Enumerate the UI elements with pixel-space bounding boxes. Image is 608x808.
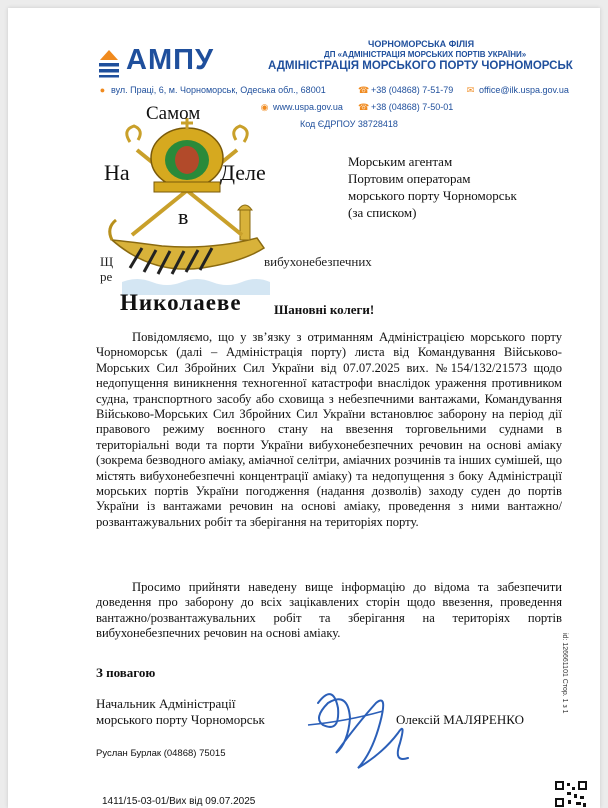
stamp-word-middle: в (178, 204, 189, 229)
stamp-word-right: Деле (220, 160, 266, 185)
email-line (466, 85, 569, 95)
qr-code-icon (554, 780, 588, 808)
email-text: office@ilk.uspa.gov.ua (479, 85, 569, 95)
addressee-line: морського порту Чорноморськ (348, 188, 517, 203)
org-enterprise-name: ДП «АДМІНІСТРАЦІЯ МОРСЬКИХ ПОРТІВ УКРАЇНИ» (324, 50, 527, 59)
signer-position-line-2: морського порту Чорноморськ (96, 712, 265, 727)
stamp-word-top: Самом (146, 103, 201, 124)
signer-name: Олексій МАЛЯРЕНКО (396, 712, 524, 727)
phone-2-text: +38 (04868) 7-50-01 (371, 102, 454, 112)
executor-contact: Руслан Бурлак (04868) 75015 (96, 748, 226, 759)
phone-icon: ☎ (358, 84, 370, 95)
outgoing-number: 1411/15-03-01/Вих від 09.07.2025 (102, 796, 256, 807)
stamp-word-left: На (104, 160, 130, 185)
logo-text: АМПУ (126, 44, 214, 76)
ampu-logo-icon (96, 48, 122, 78)
handwritten-signature (288, 663, 438, 783)
body-paragraph-1: Повідомляємо, що у зв’язку з отриманням Адміністрацією морського порту Чорноморськ (далі – Адміністрація порту) листа від Командування Військово-Морських Сил Збройних Сил України від 07.07.2025 вих. №154/132/21573 щодо недопущення виникнення техногенної катастрофи внаслідок ураження противником судна, транспортного засобу або сховища з небезпечними вантажами, Командування Військово-Морських Сил Збройних Сил України встановлює заборону на період дії правового режиму воєнного стану на ввезення торговельними суднами в територіальні води та порти України вибухонебезпечних речовин на основі аміаку (зокрема безводного аміаку, аміачної селітри, аміачних розчинів та інших сумішей, що містять вибухонебезпечні концентрації аміаку) та недопущення з боку Адміністрації морських портів України погодження (надання дозволів) заходу суден до портів України із вантажами речовин на основі аміаку, проведення з ними вантажно/розвантажувальних робіт та зберігання на територіях порту. (96, 330, 562, 529)
edrpou-code: Код ЄДРПОУ 38728418 (300, 119, 398, 129)
document-page (8, 8, 600, 808)
body-paragraph-2: Просимо прийняти наведену вище інформацію до відома та забезпечити доведення про заборону до всіх зацікавлених сторін щодо ввезення, проведення вантажно/розвантажувальних робіт та зберігання на територіях портів вибухонебезпечних речовин на основі аміаку. (96, 580, 562, 641)
phone-1-text: +38 (04868) 7-51-79 (371, 85, 454, 95)
phone-line-2 (358, 102, 453, 112)
addressee-line: Портовим операторам (348, 171, 471, 186)
side-registration-stamp: id: 126661101 Стор. 1 з 1 (561, 633, 568, 714)
website-text: www.uspa.gov.ua (273, 102, 343, 112)
org-branch-name: ЧОРНОМОРСЬКА ФІЛІЯ (368, 39, 475, 49)
addressee-line: Морським агентам (348, 154, 453, 169)
phone-icon: ☎ (358, 101, 370, 112)
subject-line-start: Щ (100, 254, 114, 269)
subject-line-end: вибухонебезпечних (264, 254, 372, 269)
subject-line-2: ре (100, 269, 113, 284)
globe-icon: ◉ (260, 101, 269, 112)
address-text: вул. Праці, 6, м. Чорноморськ, Одеська обл., 68001 (111, 85, 326, 95)
closing-regards: З повагою (96, 665, 156, 680)
location-pin-icon: ● (99, 84, 106, 95)
org-port-administration-name: АДМІНІСТРАЦІЯ МОРСЬКОГО ПОРТУ ЧОРНОМОРСЬК (268, 60, 573, 72)
address-line (98, 85, 326, 95)
signer-position-line-1: Начальник Адміністрації (96, 696, 236, 711)
greeting: Шановні колеги! (274, 302, 375, 317)
email-icon: ✉ (466, 84, 475, 95)
phone-line-1 (358, 85, 453, 95)
addressee-line: (за списком) (348, 205, 417, 220)
stamp-word-bottom: Николаеве (120, 290, 242, 315)
